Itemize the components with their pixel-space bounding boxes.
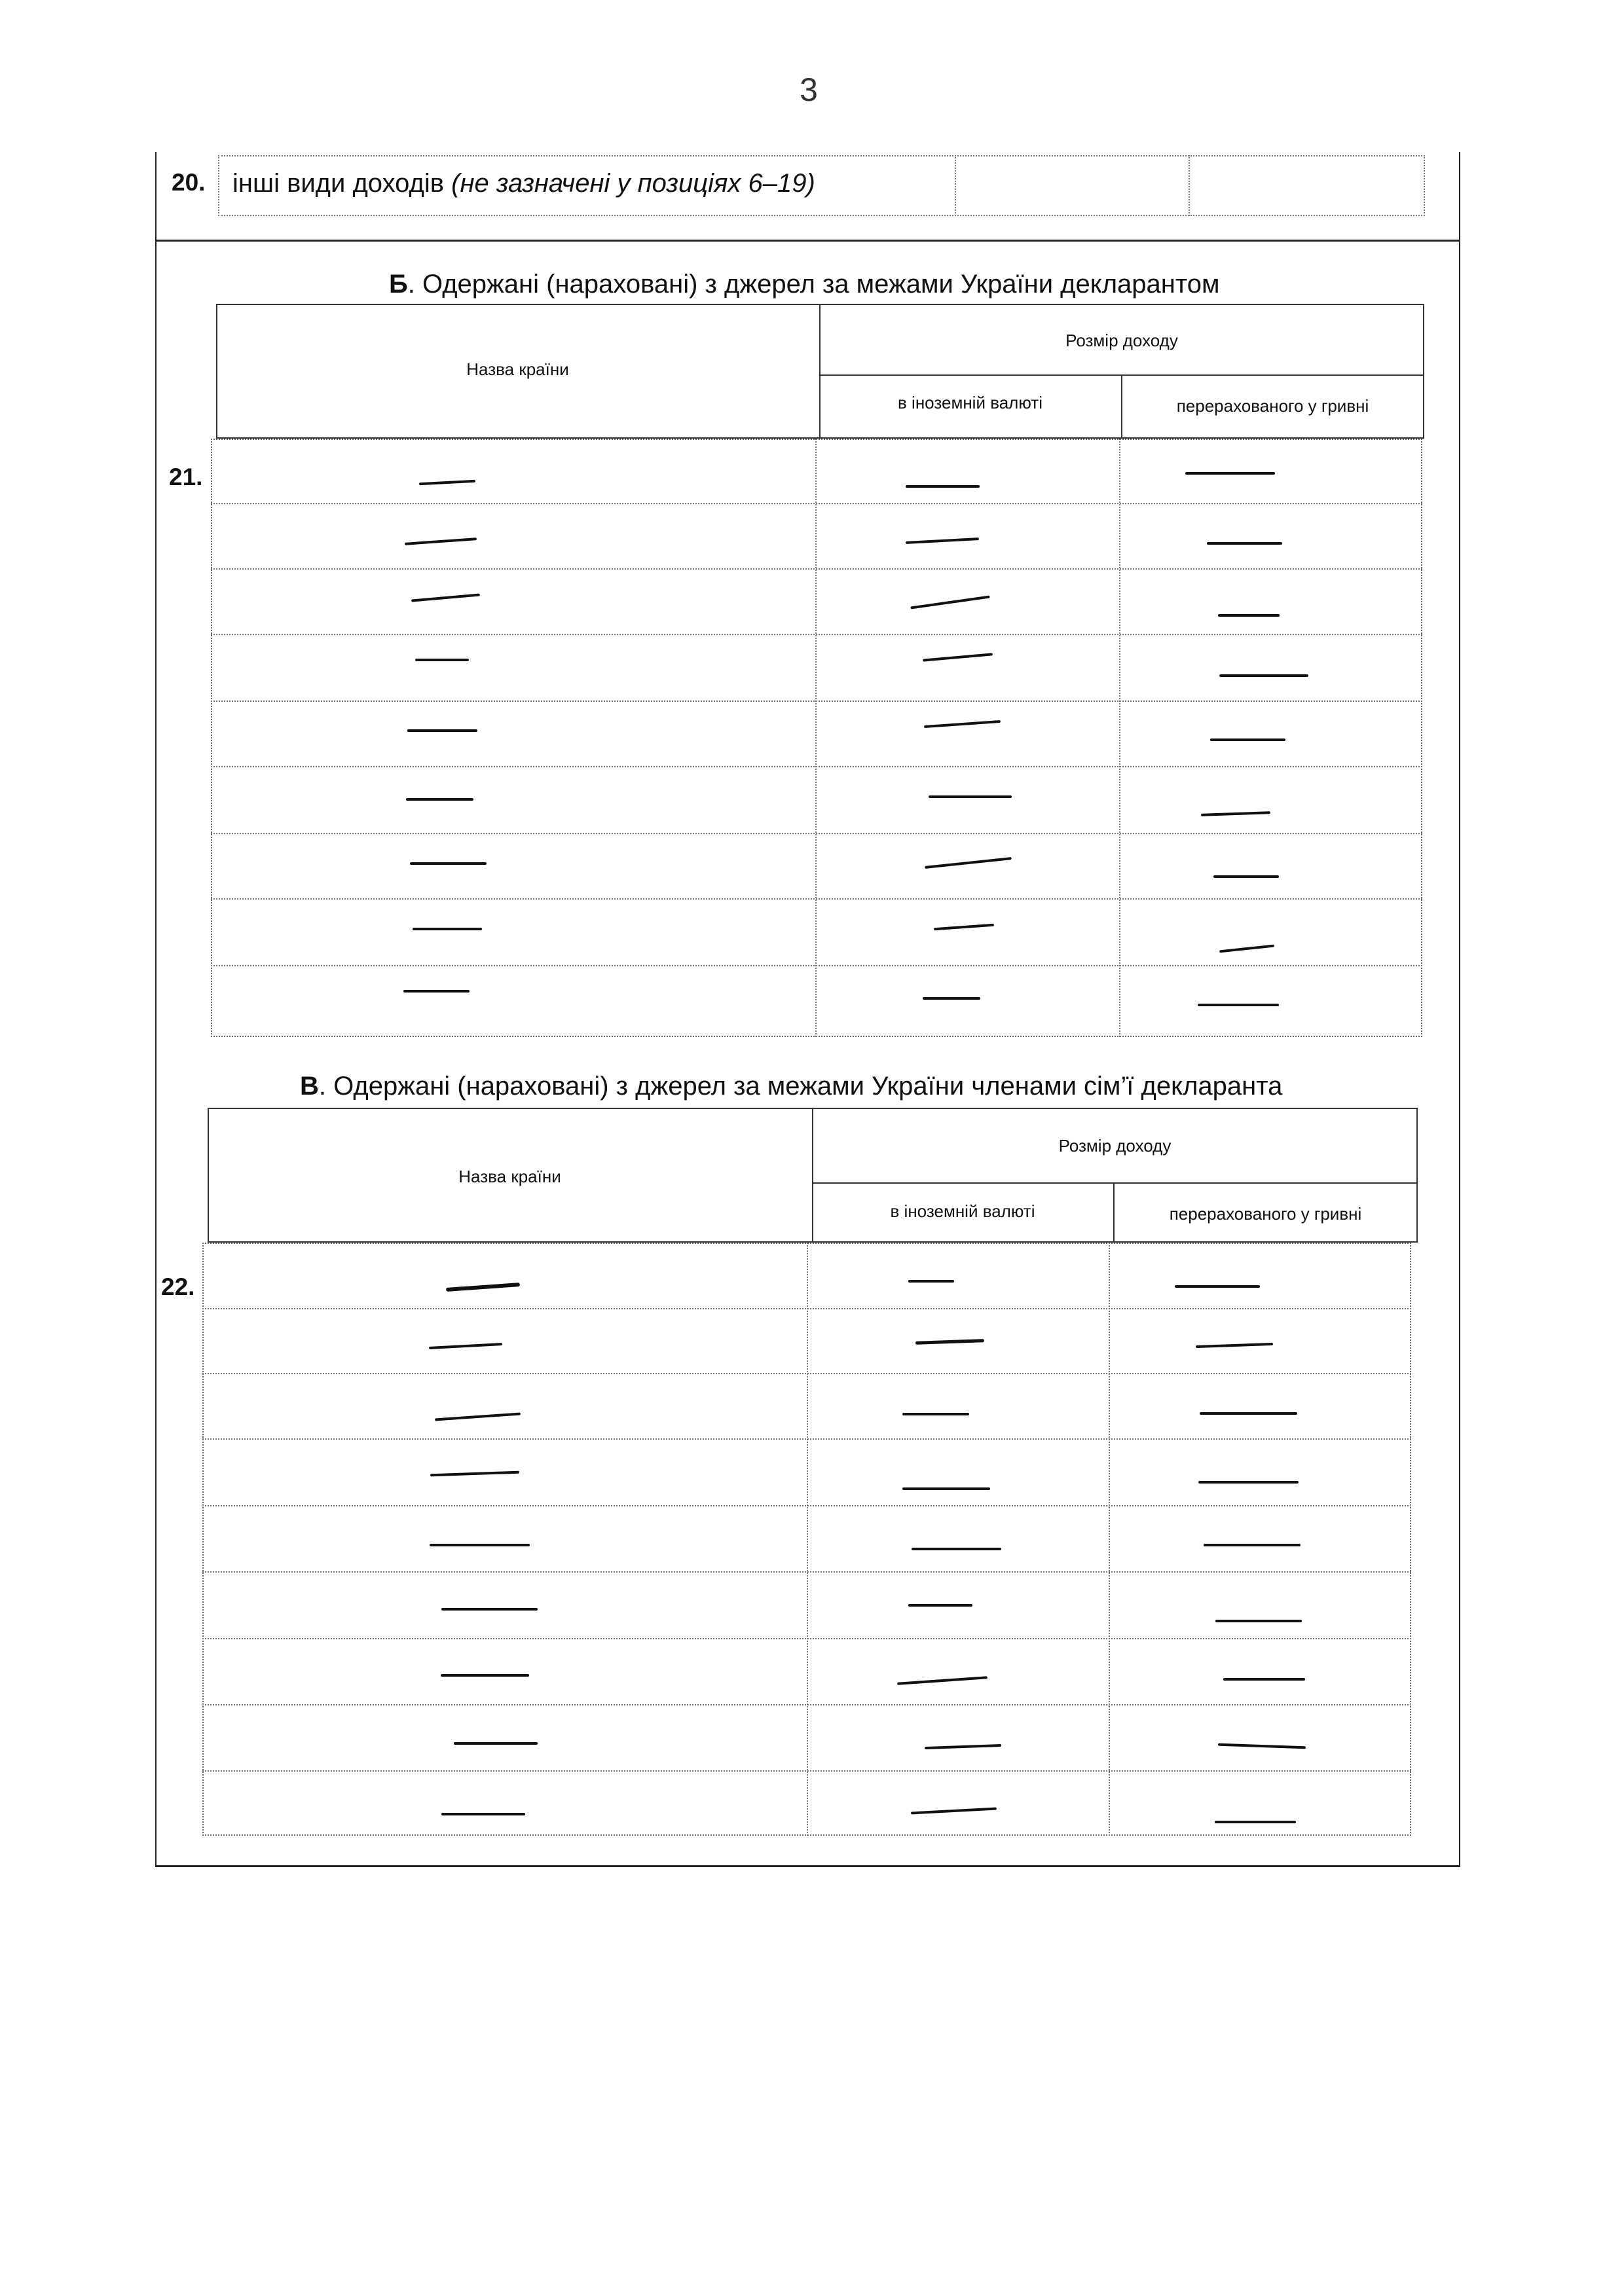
section-v-letter: В xyxy=(300,1072,319,1101)
section-b-row-divider xyxy=(211,766,1422,767)
section-v-title xyxy=(300,1072,1282,1101)
section-v-row5-foreign-dash xyxy=(912,1548,1001,1550)
row-20-label-text: інші види доходів xyxy=(232,169,444,198)
page-number: 3 xyxy=(800,71,818,108)
section-v-row-number: 22. xyxy=(161,1273,195,1300)
section-b-row5-country-dash xyxy=(407,729,477,732)
section-v-header-col-divider xyxy=(812,1108,813,1243)
section-b-row-divider xyxy=(211,634,1422,635)
section-b-row1-uah-dash xyxy=(1185,472,1275,475)
section-b-row6-foreign-dash xyxy=(929,795,1012,798)
section-v-row-divider xyxy=(202,1505,1411,1506)
section-v-row-divider xyxy=(202,1704,1411,1705)
section-b-row5-uah-dash xyxy=(1210,738,1285,741)
section-v-row-divider xyxy=(202,1571,1411,1573)
section-v-row6-country-dash xyxy=(441,1608,538,1611)
section-b-row-divider xyxy=(211,503,1422,504)
section-b-row8-country-dash xyxy=(413,928,482,930)
section-b-row2-uah-dash xyxy=(1207,542,1282,545)
section-b-header-col-divider xyxy=(819,304,821,439)
section-v-row6-uah-dash xyxy=(1215,1620,1302,1622)
section-b-header-income-size: Розмір доходу xyxy=(1065,331,1178,350)
section-v-header-foreign: в іноземній валюті xyxy=(890,1201,1035,1221)
section-b-row-divider xyxy=(211,965,1422,966)
section-v-header-uah: перерахованого у гривні xyxy=(1169,1204,1362,1224)
section-v-row7-uah-dash xyxy=(1223,1678,1305,1681)
section-b-letter: Б xyxy=(389,270,408,299)
section-b-row-divider xyxy=(211,568,1422,570)
section-v-row5-uah-dash xyxy=(1204,1544,1301,1546)
section-v-row7-country-dash xyxy=(441,1674,529,1677)
section-v-row4-foreign-dash xyxy=(902,1487,990,1490)
section-v-title-text: . Одержані (нараховані) з джерел за межами України членами сім’ї декларанта xyxy=(318,1072,1283,1101)
section-b-title xyxy=(389,270,1220,299)
section-b-row7-uah-dash xyxy=(1213,875,1279,878)
section-b-row6-country-dash xyxy=(406,798,473,801)
row-20-number: 20. xyxy=(172,169,206,196)
section-b-row1-foreign-dash xyxy=(906,485,980,488)
section-b-title-text: . Одержані (нараховані) з джерел за межами України декларантом xyxy=(407,270,1220,299)
section-v-row-divider xyxy=(202,1638,1411,1639)
section-v-row5-country-dash xyxy=(430,1544,530,1546)
section-v-row-divider xyxy=(202,1373,1411,1374)
section-b-row3-uah-dash xyxy=(1218,614,1280,617)
section-v-row4-uah-dash xyxy=(1198,1481,1299,1484)
section-v-row3-foreign-dash xyxy=(902,1413,969,1415)
section-b-col-divider-2 xyxy=(1119,439,1120,1037)
section-b-row9-country-dash xyxy=(403,990,470,993)
section-v-row6-foreign-dash xyxy=(908,1604,972,1607)
section-v-col-divider-1 xyxy=(807,1243,808,1836)
section-divider xyxy=(155,240,1460,242)
section-v-row-divider xyxy=(202,1438,1411,1440)
section-b-row9-uah-dash xyxy=(1198,1004,1279,1006)
section-v-row1-uah-dash xyxy=(1175,1285,1260,1288)
section-b-row4-country-dash xyxy=(415,659,469,661)
section-v-header-country: Назва країни xyxy=(458,1167,561,1186)
section-b-row-number: 21. xyxy=(169,464,203,490)
section-v-row-divider xyxy=(202,1308,1411,1309)
row-20-divider-2 xyxy=(1189,155,1190,216)
section-v-row3-uah-dash xyxy=(1200,1412,1297,1415)
section-b-header-uah: перерахованого у гривні xyxy=(1176,396,1369,416)
section-b-row7-country-dash xyxy=(410,862,487,865)
section-v-row1-foreign-dash xyxy=(908,1280,954,1283)
row-20-label xyxy=(232,169,815,198)
section-v-header-row-divider xyxy=(812,1182,1418,1184)
row-20-note: (не зазначені у позиціях 6–19) xyxy=(451,169,815,198)
section-b-header-foreign: в іноземній валюті xyxy=(898,393,1043,412)
section-v-row9-country-dash xyxy=(441,1813,525,1815)
section-b-row9-foreign-dash xyxy=(923,997,980,1000)
section-v-row8-country-dash xyxy=(454,1742,538,1745)
section-b-row4-uah-dash xyxy=(1219,674,1308,677)
section-v-header-income-size: Розмір доходу xyxy=(1058,1136,1172,1156)
section-b-row-divider xyxy=(211,701,1422,702)
section-b-col-divider-1 xyxy=(815,439,817,1037)
section-b-row-divider xyxy=(211,898,1422,900)
section-b-row-divider xyxy=(211,833,1422,834)
row-20-divider-1 xyxy=(955,155,956,216)
section-v-col-divider-2 xyxy=(1109,1243,1110,1836)
section-v-row-divider xyxy=(202,1770,1411,1772)
section-b-header-country: Назва країни xyxy=(466,359,569,379)
section-v-row9-uah-dash xyxy=(1215,1821,1296,1823)
